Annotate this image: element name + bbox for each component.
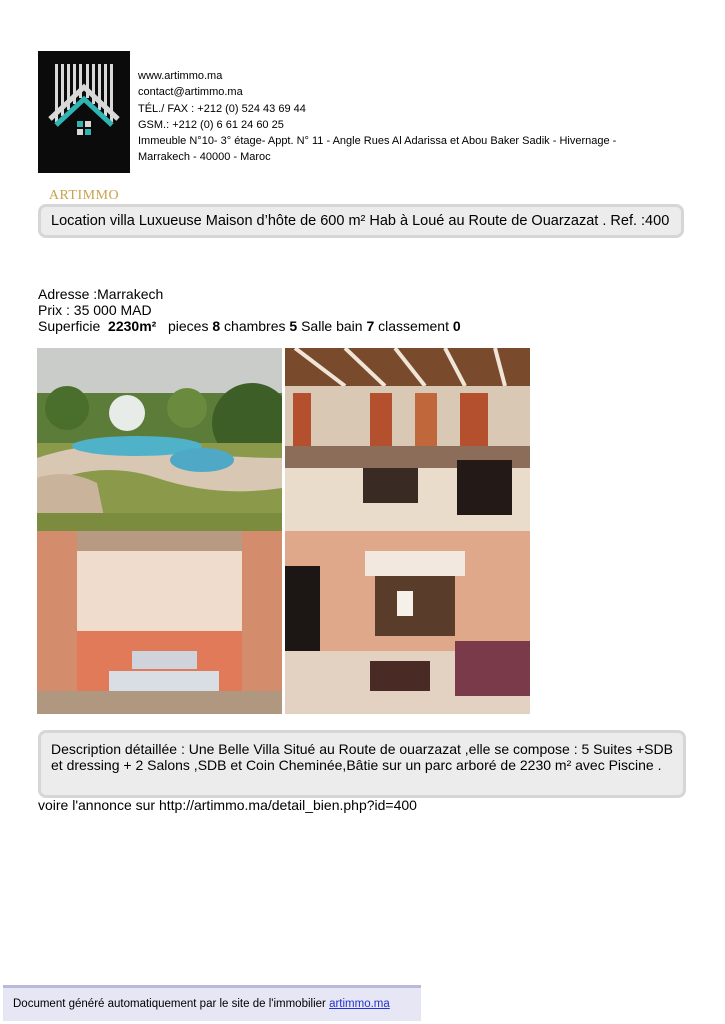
listing-info: [38, 286, 461, 334]
listing-link[interactable]: voire l'annonce sur http://artimmo.ma/detail_bien.php?id=400: [38, 797, 417, 813]
features-line: [38, 318, 461, 334]
sdb-label: Salle bain: [301, 318, 363, 334]
chambres-value: 5: [289, 318, 298, 334]
classement-value: 0: [452, 318, 461, 334]
listing-title: [38, 204, 684, 238]
superficie-label: Superficie: [38, 318, 101, 334]
address-line-2: Marrakech - 40000 - Maroc: [138, 151, 271, 164]
chambres-label: chambres: [224, 318, 286, 334]
photo-hall[interactable]: [285, 531, 530, 714]
listing-title-text: Location villa Luxueuse Maison d’hôte de 600 m² Hab à Loué au Route de Ouarzazat . Ref. :400: [51, 213, 670, 229]
company-logo: [38, 51, 130, 203]
footer-link[interactable]: artimmo.ma: [329, 998, 390, 1010]
address: Adresse :Marrakech: [38, 286, 164, 302]
photo-pool-garden[interactable]: [37, 348, 282, 531]
website-link[interactable]: www.artimmo.ma: [138, 70, 223, 82]
description-text: Description détaillée : Une Belle Villa Situé au Route de ouarzazat ,elle se compose : 5 Suites +SDB et dressing + 2 Salons ,SDB et Coin Cheminée,Bâtie sur un parc arboré de 2230 m² avec Piscine .: [51, 741, 673, 773]
pieces-label: pieces: [167, 318, 209, 334]
tel-fax: TÉL./ FAX : +212 (0) 524 43 69 44: [138, 102, 306, 115]
email-link[interactable]: contact@artimmo.ma: [138, 86, 243, 99]
pieces-value: 8: [212, 318, 221, 334]
footer: [3, 985, 421, 1021]
superficie-value: 2230m²: [108, 318, 157, 334]
classement-label: classement: [378, 318, 449, 334]
house-logo-icon: [38, 51, 130, 173]
gsm: GSM.: +212 (0) 6 61 24 60 25: [138, 118, 284, 131]
photo-bedroom[interactable]: [37, 531, 282, 714]
logo-brand-text: ARTIMMO: [48, 188, 120, 203]
description-box: [38, 730, 686, 798]
footer-text: Document généré automatiquement par le site de l'immobilier: [13, 998, 330, 1010]
price: Prix : 35 000 MAD: [38, 302, 152, 318]
sdb-value: 7: [366, 318, 375, 334]
address-line-1: Immeuble N°10- 3° étage- Appt. N° 11 - Angle Rues Al Adarissa et Abou Baker Sadik - Hivernage -: [138, 135, 617, 148]
contact-block: [138, 68, 698, 166]
photo-salon[interactable]: [285, 348, 530, 531]
photo-grid: [37, 348, 530, 714]
